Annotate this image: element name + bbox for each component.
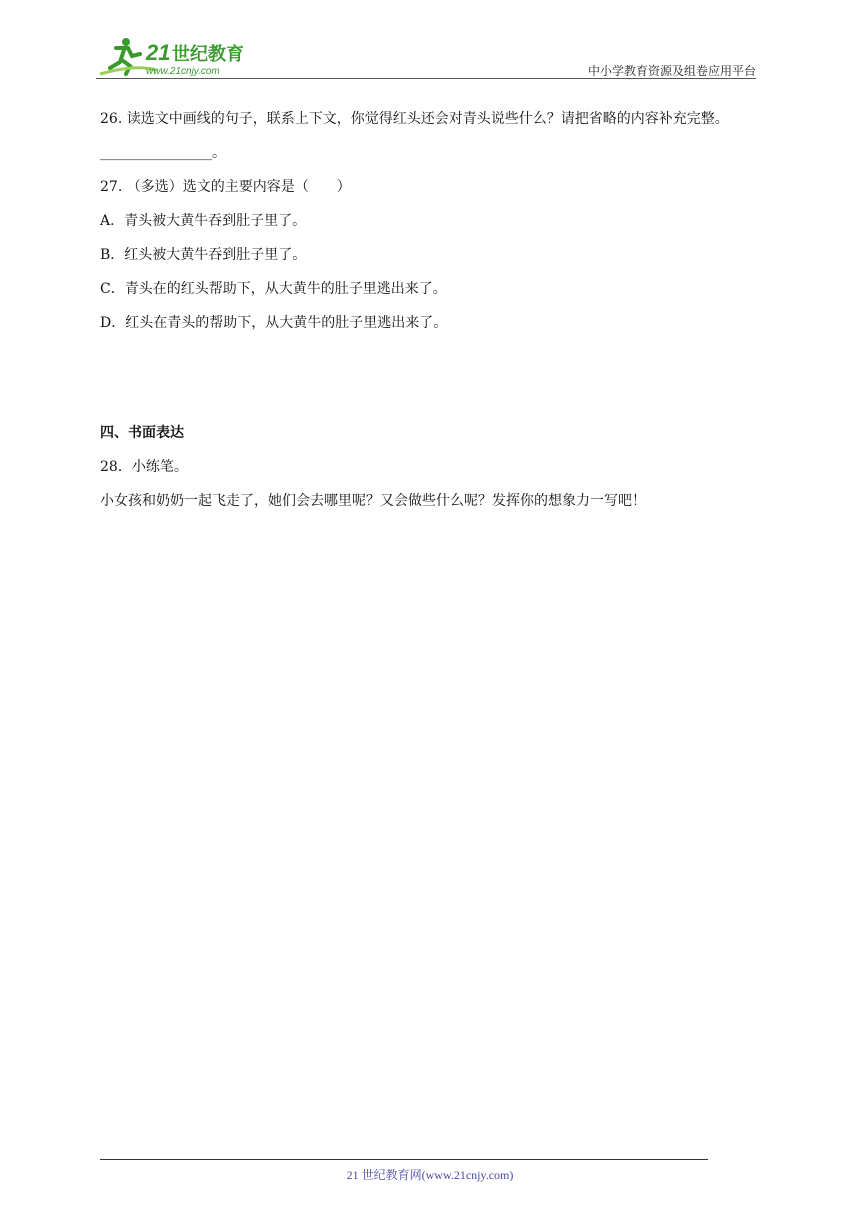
question-27: 27. （多选）选文的主要内容是（ ）	[100, 179, 351, 195]
svg-text:www.21cnjy.com: www.21cnjy.com	[146, 66, 220, 77]
question-26: 26. 读选文中画线的句子，联系上下文，你觉得红头还会对青头说些什么？请把省略的内容补充完整。	[100, 111, 729, 127]
svg-text:21: 21	[146, 40, 171, 65]
site-tagline: 中小学教育资源及组卷应用平台	[587, 64, 756, 78]
question-28: 28．小练笔。	[100, 459, 188, 475]
section-title-writing: 四、书面表达	[100, 425, 184, 441]
svg-text:世纪教育: 世纪教育	[172, 44, 244, 65]
answer-blank-26: ________________。	[100, 145, 226, 161]
option-a: A．青头被大黄牛吞到肚子里了。	[100, 213, 307, 229]
footer-text: 21 世纪教育网(www.21cnjy.com)	[346, 1168, 514, 1182]
page-header	[96, 34, 756, 78]
document-body	[100, 102, 770, 518]
option-b: B．红头被大黄牛吞到肚子里了。	[100, 247, 307, 263]
option-c: C．青头在的红头帮助下，从大黄牛的肚子里逃出来了。	[100, 281, 447, 297]
question-28-prompt: 小女孩和奶奶一起飞走了，她们会去哪里呢？又会做些什么呢？发挥你的想象力一写吧！	[100, 493, 646, 509]
header-divider	[96, 78, 756, 79]
site-logo	[96, 34, 256, 78]
footer-divider	[100, 1159, 708, 1160]
option-d: D．红头在青头的帮助下，从大黄牛的肚子里逃出来了。	[100, 315, 448, 331]
